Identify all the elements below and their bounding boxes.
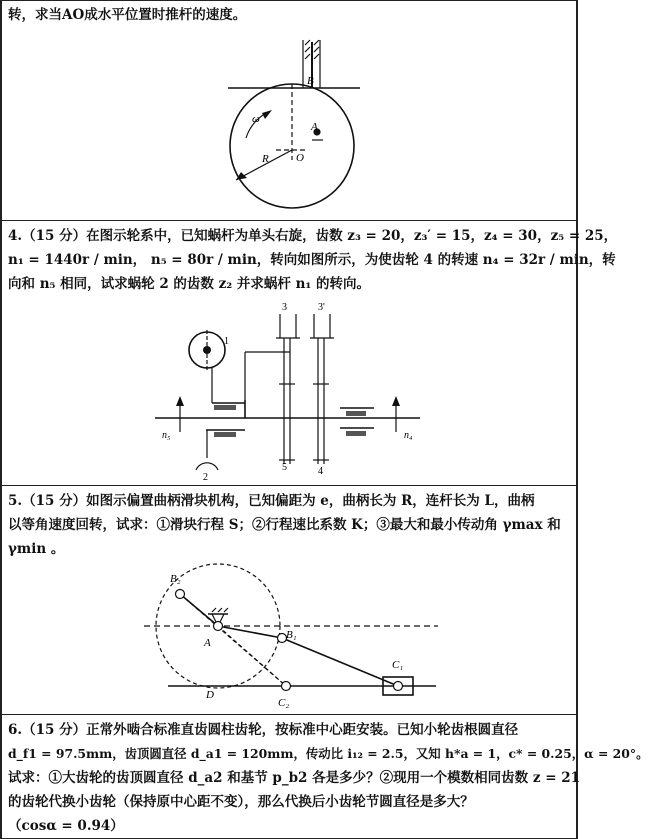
problem-6-line5: （cosα = 0.94）: [8, 818, 124, 834]
label-B2: B₂: [170, 573, 181, 585]
problem-6-line1: 6.（15 分）正常外啮合标准直齿圆柱齿轮，按标准中心距安装。已知小轮齿根圆直径: [8, 722, 519, 738]
label-A: A: [204, 637, 211, 649]
label-2: 2: [203, 472, 208, 483]
problem-6-line3: 试求：①大齿轮的齿顶圆直径 d_a2 和基节 p_b2 各是多少？②现用一个模数相同齿数 z = 21: [8, 770, 581, 786]
label-B: B: [307, 75, 314, 87]
problem-4-line2: n₁ = 1440r / min， n₅ = 80r / min，转向如图所示，为使齿轮 4 的转速 n₄ = 32r / min，转: [8, 252, 616, 268]
label-n5: n₅: [162, 430, 171, 441]
label-1: 1: [224, 336, 229, 347]
label-B1: B₁: [286, 629, 297, 641]
label-3prime: 3': [318, 302, 325, 313]
label-C1: C₁: [392, 659, 404, 671]
problem-5-line2: 以等角速度回转，试求：①滑块行程 S；②行程速比系数 K；③最大和最小传动角 γmax 和: [8, 517, 561, 533]
label-R: R: [262, 153, 269, 165]
label-omega: ω: [252, 113, 260, 125]
problem-4-line3: 向和 n₅ 相同，试求蜗轮 2 的齿数 z₂ 并求蜗杆 n₁ 的转向。: [8, 276, 371, 292]
problem-5-line3: γmin 。: [8, 541, 65, 557]
label-5: 5: [282, 462, 287, 473]
divider-3: [0, 714, 578, 715]
label-A: A: [311, 121, 318, 133]
problem-6-line4: 的齿轮代换小齿轮（保持原中心距不变），那么代换后小齿轮节圆直径是多大？: [8, 794, 474, 810]
problem-6-line2: d_f1 = 97.5mm，齿顶圆直径 d_a1 = 120mm，传动比 i₁₂ = 2.5，又知 h*a = 1，c* = 0.25，α = 20°。: [8, 746, 648, 761]
label-O: O: [296, 152, 304, 164]
problem-3-tail: 转，求当AO成水平位置时推杆的速度。: [8, 7, 247, 23]
label-C2: C₂: [278, 697, 290, 709]
problem-5-line1: 5.（15 分）如图示偏置曲柄滑块机构，已知偏距为 e，曲柄长为 R，连杆长为 L，曲柄: [8, 493, 535, 509]
label-4: 4: [318, 466, 323, 477]
label-3: 3: [282, 302, 287, 313]
label-D: D: [206, 689, 214, 701]
problem-4-line1: 4.（15 分）在图示轮系中，已知蜗杆为单头右旋，齿数 z₃ = 20，z₃′ = 15，z₄ = 30，z₅ = 25，: [8, 228, 618, 244]
label-n4: n₄: [404, 430, 413, 441]
